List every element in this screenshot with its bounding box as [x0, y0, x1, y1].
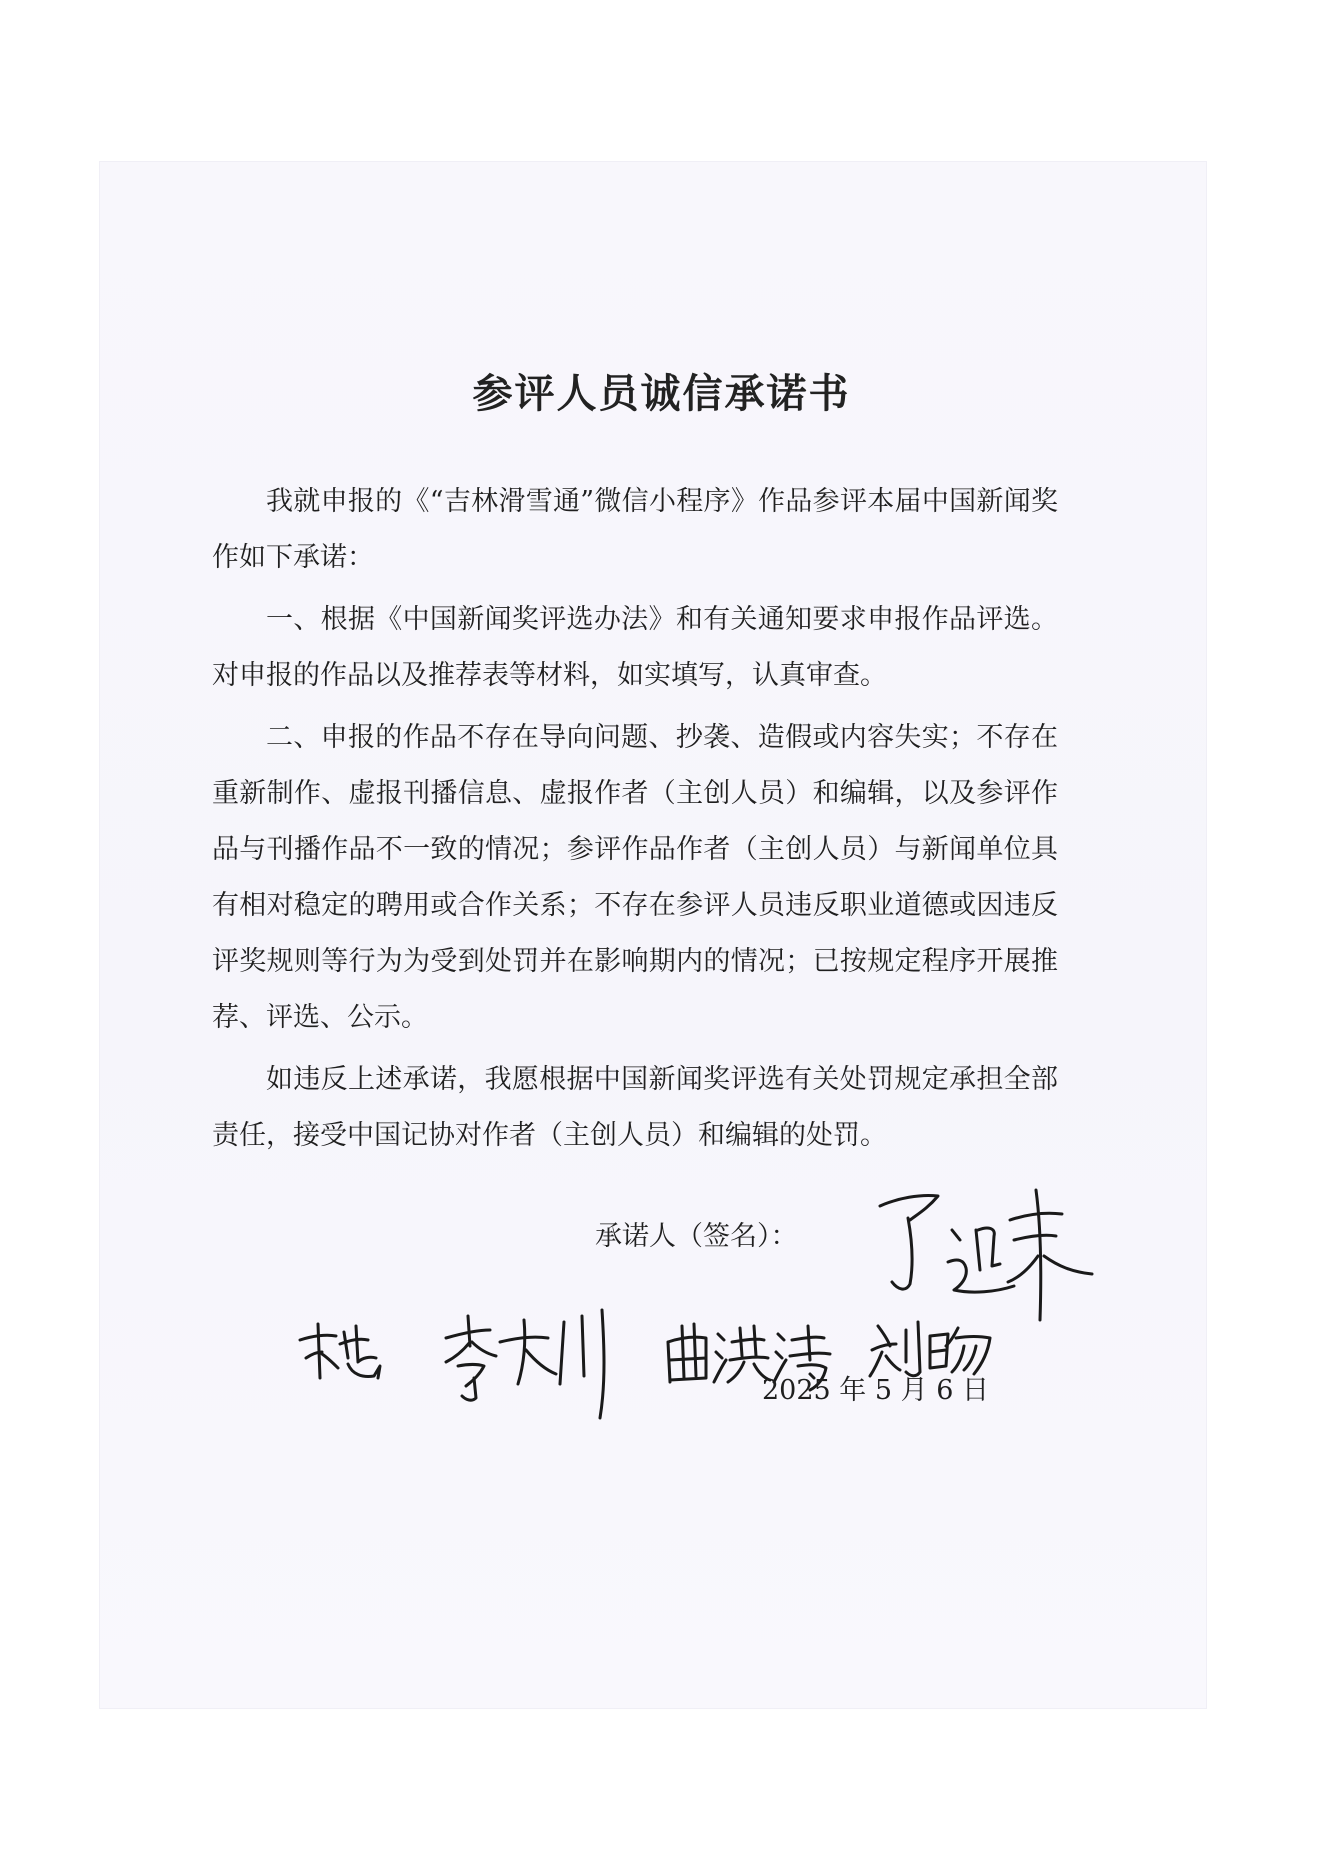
- signature-label: 承诺人（签名）：: [595, 1221, 798, 1252]
- signature-song-zhe: [296, 1318, 392, 1388]
- intro-paragraph: 我就申报的《“吉林滑雪通”微信小程序》作品参评本届中国新闻奖作如下承诺：: [212, 486, 1058, 573]
- liability-paragraph: 如违反上述承诺，我愿根据中国新闻奖评选有关处罚规定承担全部责任，接受中国记协对作者（主创人员）和编辑的处罚。: [212, 1064, 1058, 1151]
- pledge-body: [212, 474, 1058, 1170]
- pledge-item-2: 二、申报的作品不存在导向问题、抄袭、造假或内容失实；不存在重新制作、虚报刊播信息、虚报作者（主创人员）和编辑，以及参评作品与刊播作品不一致的情况；参评作品作者（主创人员）与新闻单位具有相对稳定的聘用或合作关系；不存在参评人员违反职业道德或因违反评奖规则等行为为受到处罚并在影响期内的情况；已按规定程序开展推荐、评选、公示。: [212, 722, 1058, 1033]
- signature-main: [868, 1160, 1098, 1330]
- signature-li-dachuan: [440, 1302, 616, 1420]
- signing-date: 2025 年 5 月 6 日: [762, 1375, 989, 1406]
- document-title: 参评人员诚信承诺书: [472, 371, 851, 417]
- pledge-item-1: 一、根据《中国新闻奖评选办法》和有关通知要求申报作品评选。对申报的作品以及推荐表等材料，如实填写，认真审查。: [212, 604, 1058, 691]
